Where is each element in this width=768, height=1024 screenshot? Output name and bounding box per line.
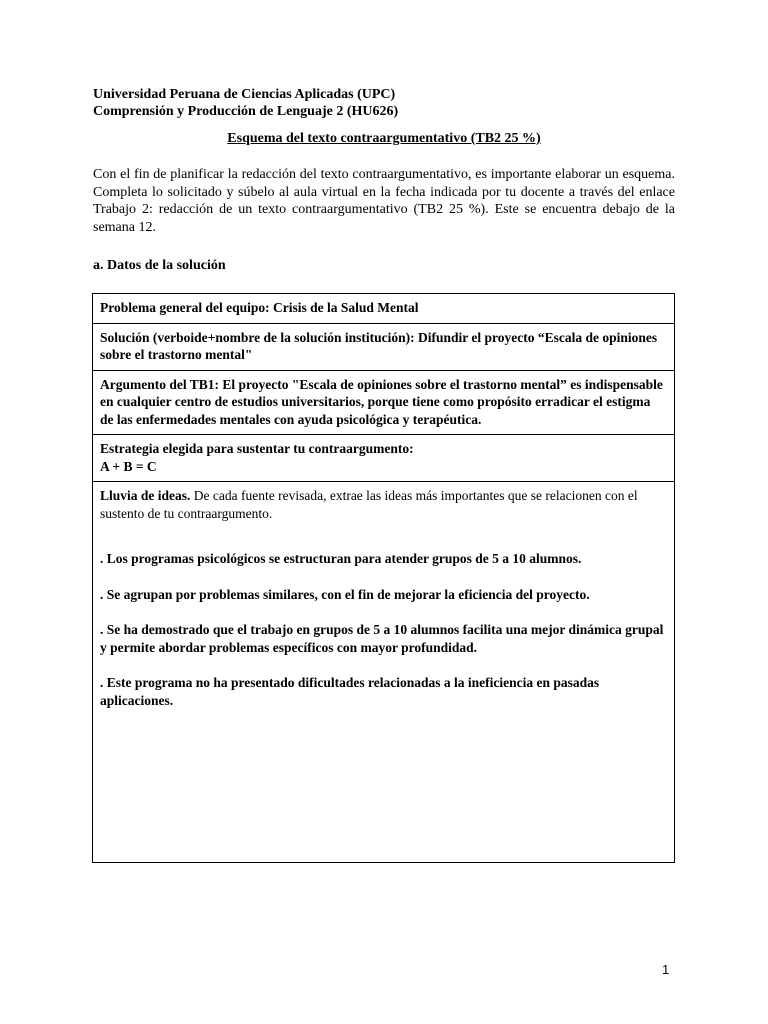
table-row [93, 294, 675, 324]
course-name: Comprensión y Producción de Lenguaje 2 (HU626) [93, 104, 399, 119]
table-row [93, 435, 675, 482]
list-item: . Los programas psicológicos se estructuran para atender grupos de 5 a 10 alumnos. [100, 551, 582, 566]
list-item: . Se ha demostrado que el trabajo en grupos de 5 a 10 alumnos facilita una mejor dinámica grupal y permite abordar problemas específicos con mayor profundidad. [100, 622, 664, 655]
intro-paragraph: Con el fin de planificar la redacción del texto contraargumentativo, es importante elaborar un esquema. Completa lo solicitado y súbelo al aula virtual en la fecha indicada por tu docente a través del enlace Trabajo 2: redacción de un texto contraargumentativo (TB2 25 %). Este se encuentra debajo de la semana 12. [93, 167, 675, 235]
lluvia-label: Lluvia de ideas. [100, 488, 191, 503]
page-number: 1 [662, 962, 670, 977]
problema-cell: Problema general del equipo: Crisis de la Salud Mental [93, 294, 675, 324]
document-header [93, 86, 398, 120]
table-row [93, 482, 675, 863]
document-title: Esquema del texto contraargumentativo (TB2 25 %) [227, 131, 541, 146]
lluvia-text: De cada fuente revisada, extrae las ideas más importantes que se relacionen con el sustento de tu contraargumento. [100, 488, 638, 521]
argumento-cell: Argumento del TB1: El proyecto "Escala de opiniones sobre el trastorno mental” es indispensable en cualquier centro de estudios universitarios, porque tiene como propósito erradicar el estigma de las enfermedades mentales con ayuda psicológica y terapéutica. [93, 370, 675, 435]
lluvia-cell [93, 482, 675, 863]
estrategia-label: Estrategia elegida para sustentar tu contraargumento: [100, 441, 414, 456]
list-item: . Este programa no ha presentado dificultades relacionadas a la ineficiencia en pasadas aplicaciones. [100, 675, 600, 708]
list-item: . Se agrupan por problemas similares, con el fin de mejorar la eficiencia del proyecto. [100, 586, 590, 602]
solution-table [92, 293, 675, 863]
university-name: Universidad Peruana de Ciencias Aplicadas (UPC) [93, 87, 396, 102]
table-row [93, 323, 675, 370]
section-heading: a. Datos de la solución [93, 258, 226, 273]
table-row [93, 370, 675, 435]
solucion-cell: Solución (verboide+nombre de la solución institución): Difundir el proyecto “Escala de opiniones sobre el trastorno mental" [93, 323, 675, 370]
estrategia-value: A + B = C [100, 458, 157, 474]
lluvia-intro [100, 487, 667, 522]
estrategia-cell [93, 435, 675, 482]
